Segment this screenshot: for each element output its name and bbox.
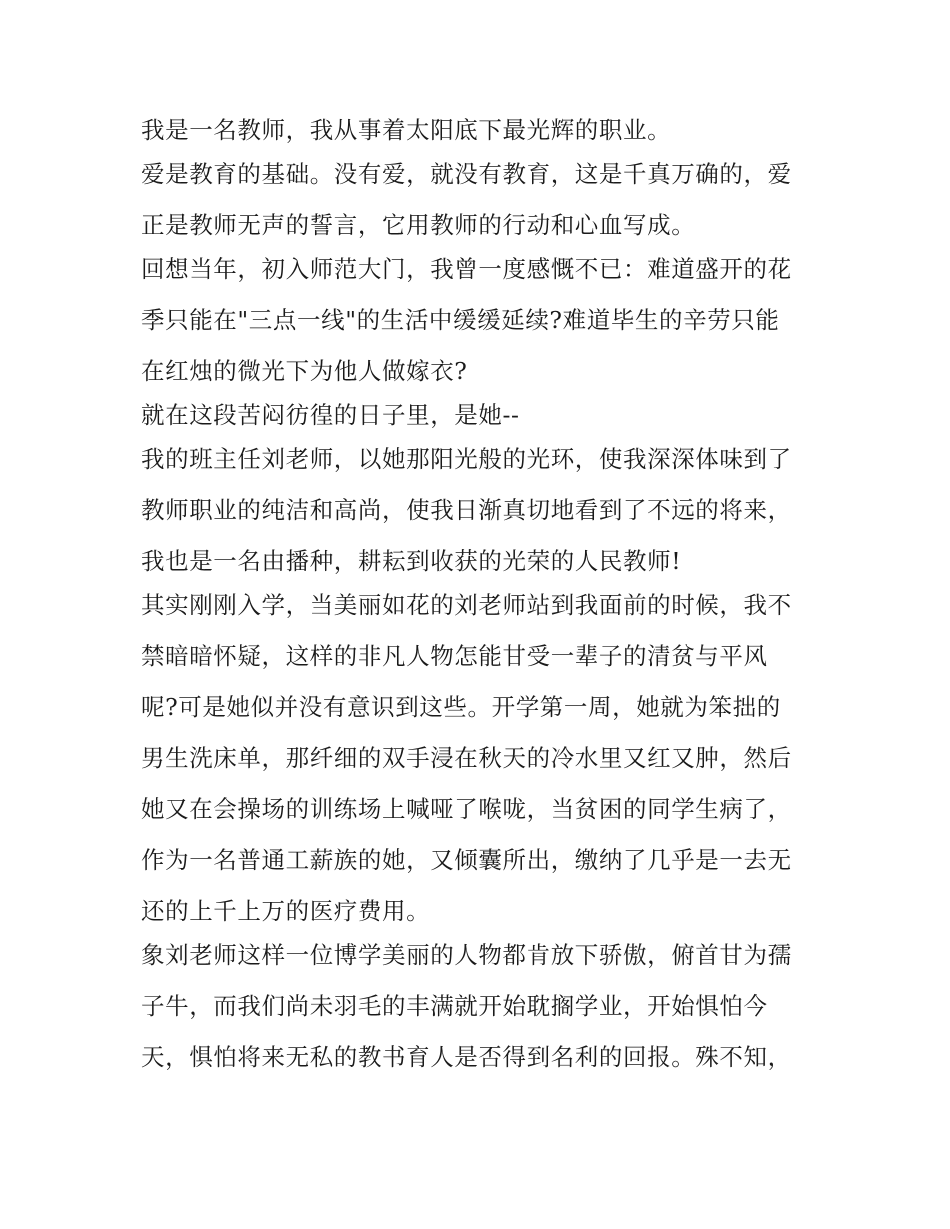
text-line: 我的班主任刘老师，以她那阳光般的光环，使我深深体味到了 [141,445,792,473]
text-line: 其实刚刚入学，当美丽如花的刘老师站到我面前的时候，我不 [141,591,792,619]
text-line: 还的上千上万的医疗费用。 [141,897,431,925]
text-line: 教师职业的纯洁和高尚，使我日渐真切地看到了不远的将来， [141,496,792,524]
text-line: 季只能在"三点一线"的生活中缓缓延续?难道毕生的辛劳只能 [141,306,780,334]
text-line: 在红烛的微光下为他人做嫁衣? [141,357,468,385]
text-line: 呢?可是她似并没有意识到这些。开学第一周，她就为笨拙的 [141,693,781,721]
text-line: 就在这段苦闷彷徨的日子里，是她-- [141,401,520,429]
text-line: 象刘老师这样一位博学美丽的人物都肯放下骄傲，俯首甘为孺 [141,941,792,969]
text-line: 天，惧怕将来无私的教书育人是否得到名利的回报。殊不知， [141,1043,792,1071]
text-line: 我也是一名由播种，耕耘到收获的光荣的人民教师! [141,547,682,575]
text-line: 子牛，而我们尚未羽毛的丰满就开始耽搁学业，开始惧怕今 [141,992,768,1020]
text-line: 回想当年，初入师范大门，我曾一度感慨不已：难道盛开的花 [141,255,792,283]
text-line: 禁暗暗怀疑，这样的非凡人物怎能甘受一辈子的清贫与平风 [141,642,768,670]
text-line: 爱是教育的基础。没有爱，就没有教育，这是千真万确的，爱 [141,160,792,188]
document-body [141,108,821,1086]
text-line: 作为一名普通工薪族的她，又倾囊所出，缴纳了几乎是一去无 [141,846,792,874]
text-line: 正是教师无声的誓言，它用教师的行动和心血写成。 [141,211,696,239]
text-line: 男生洗床单，那纤细的双手浸在秋天的冷水里又红又肿，然后 [141,744,792,772]
text-line: 我是一名教师，我从事着太阳底下最光辉的职业。 [141,116,672,144]
text-line: 她又在会操场的训练场上喊哑了喉咙，当贫困的同学生病了， [141,795,792,823]
